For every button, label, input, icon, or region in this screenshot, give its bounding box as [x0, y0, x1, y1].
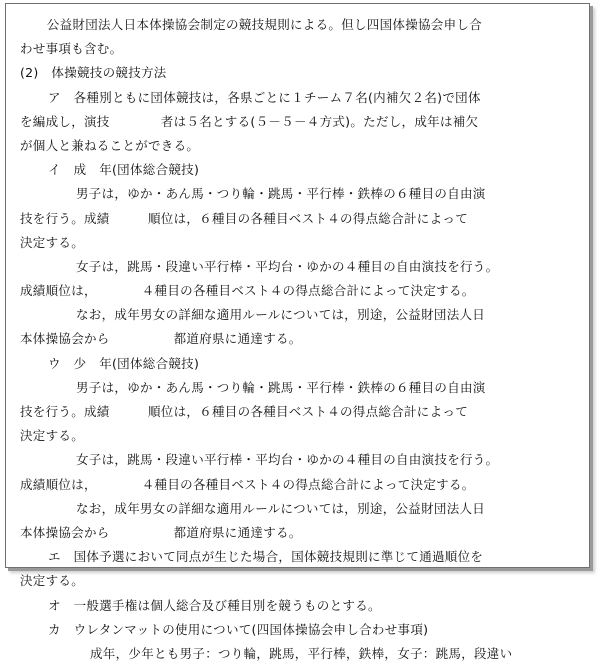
- document-body: [20, 13, 578, 666]
- text-line: 成績順位は， ４種目の各種目ベスト４の得点総合計によって決定する。: [20, 283, 475, 299]
- text-line: 決定する。: [20, 428, 85, 444]
- section-heading: (2) 体操競技の競技方法: [20, 65, 167, 81]
- text-line: 技を行う。成績 順位は，６種目の各種目ベスト４の得点総合計によって: [20, 210, 469, 226]
- document-frame: [5, 3, 590, 661]
- text-line: わせ事項も含む。: [20, 41, 123, 57]
- text-line: が個人と兼ねることができる。: [20, 137, 200, 153]
- text-line: 本体操協会から 都道府県に通達する。: [20, 524, 302, 540]
- text-line: 成年，少年とも男子：つり輪，跳馬，平行棒，鉄棒，女子：跳馬，段違い: [90, 645, 513, 661]
- text-line: なお，成年男女の詳細な適用ルールについては，別途，公益財団法人日: [76, 500, 486, 516]
- item-heading: カ ウレタンマットの使用について(四国体操協会申し合わせ事項): [48, 621, 429, 637]
- item-heading: エ 国体予選において同点が生じた場合，国体競技規則に準じて通過順位を: [48, 549, 484, 565]
- item-heading: イ 成 年(団体総合競技): [48, 162, 200, 178]
- text-line: 技を行う。成績 順位は，６種目の各種目ベスト４の得点総合計によって: [20, 404, 469, 419]
- text-line: 女子は，跳馬・段違い平行棒・平均台・ゆかの４種目の自由演技を行う。: [76, 452, 499, 468]
- item-heading: オ 一般選手権は個人総合及び種目別を競うものとする。: [48, 597, 381, 613]
- text-line: 決定する。: [20, 573, 85, 589]
- text-line: 女子は，跳馬・段違い平行棒・平均台・ゆかの４種目の自由演技を行う。: [76, 258, 499, 274]
- text-line: 男子は，ゆか・あん馬・つり輪・跳馬・平行棒・鉄棒の６種目の自由演: [76, 379, 486, 395]
- text-line: なお，成年男女の詳細な適用ルールについては，別途，公益財団法人日: [76, 307, 486, 323]
- text-line: 本体操協会から 都道府県に通達する。: [20, 331, 302, 347]
- text-line: を編成し，演技 者は５名とする(５－５－４方式)。ただし，成年は補欠: [20, 113, 479, 129]
- text-line: 男子は，ゆか・あん馬・つり輪・跳馬・平行棒・鉄棒の６種目の自由演: [76, 186, 486, 202]
- item-heading: ウ 少 年(団体総合競技): [48, 355, 200, 371]
- text-line: 決定する。: [20, 234, 85, 250]
- item-heading: ア 各種別ともに団体競技は，各県ごとに１チーム７名(内補欠２名)で団体: [48, 89, 481, 105]
- text-line: 公益財団法人日本体操協会制定の競技規則による。但し四国体操協会申し合: [34, 17, 483, 32]
- text-line: 成績順位は， ４種目の各種目ベスト４の得点総合計によって決定する。: [20, 476, 475, 492]
